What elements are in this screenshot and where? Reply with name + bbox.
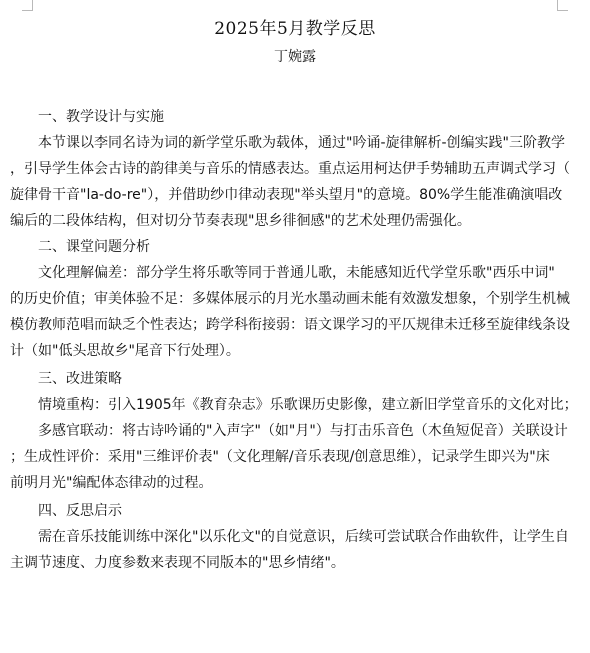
paragraph-line: 本节课以李同名诗为词的新学堂乐歌为载体，通过"吟诵-旋律解析-创编实践"三阶教学 [38, 135, 565, 151]
section-heading: 四、反思启示 [38, 503, 122, 519]
paragraph-line: 模仿教师范唱而缺乏个性表达；跨学科衔接弱：语文课学习的平仄规律未迁移至旋律线条设 [10, 317, 570, 333]
paragraph-line: 的历史价值；审美体验不足：多媒体展示的月光水墨动画未能有效激发想象，个别学生机械 [10, 291, 570, 307]
paragraph-line: 前明月光"编配体态律动的过程。 [10, 475, 213, 491]
document-author: 丁婉露 [274, 49, 316, 65]
paragraph-line: 计（如"低头思故乡"尾音下行处理）。 [10, 343, 240, 359]
page-corner-mark-left [22, 0, 33, 11]
document-title: 2025年5月教学反思 [214, 19, 376, 39]
paragraph-line: 需在音乐技能训练中深化"以乐化文"的自觉意识，后续可尝试联合作曲软件，让学生自 [38, 529, 569, 545]
paragraph-line: ，引导学生体会古诗的韵律美与音乐的情感表达。重点运用柯达伊手势辅助五声调式学习（ [10, 161, 570, 177]
paragraph-line: 编后的二段体结构，但对切分节奏表现"思乡徘徊感"的艺术处理仍需强化。 [10, 213, 471, 229]
paragraph-line: 文化理解偏差：部分学生将乐歌等同于普通儿歌，未能感知近代学堂乐歌"西乐中词" [38, 265, 555, 281]
paragraph-line: 多感官联动：将古诗吟诵的"入声字"（如"月"）与打击乐音色（木鱼短促音）关联设计 [38, 423, 568, 439]
section-heading: 三、改进策略 [38, 371, 122, 387]
section-heading: 二、课堂问题分析 [38, 239, 150, 255]
paragraph-line: 主调节速度、力度参数来表现不同版本的"思乡情绪"。 [10, 555, 345, 571]
paragraph-line: 情境重构：引入1905年《教育杂志》乐歌课历史影像，建立新旧学堂音乐的文化对比； [38, 397, 578, 413]
paragraph-line: 旋律骨干音"la-do-re"），并借助纱巾律动表现"举头望月"的意境。80%学生能准确演唱改 [10, 187, 563, 203]
page-corner-mark-right [557, 0, 568, 11]
section-heading: 一、教学设计与实施 [38, 109, 164, 125]
paragraph-line: ；生成性评价：采用"三维评价表"（文化理解/音乐表现/创意思维），记录学生即兴为"床 [10, 449, 550, 465]
